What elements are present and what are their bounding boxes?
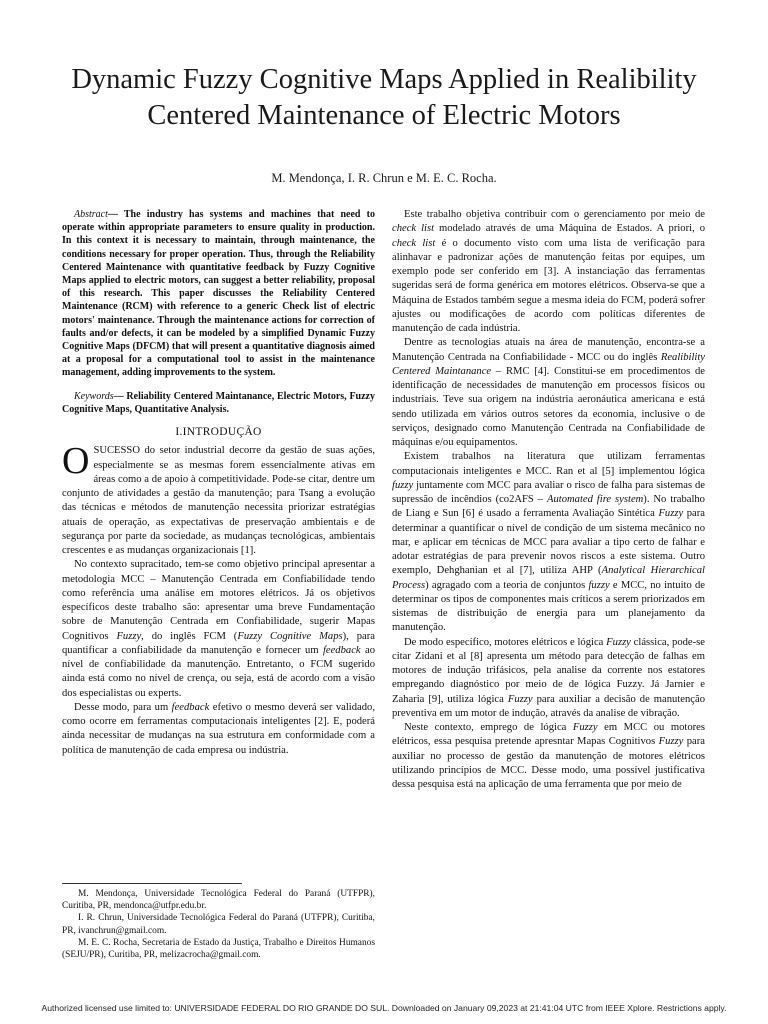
right-column — [392, 208, 705, 792]
left-column — [62, 208, 375, 758]
footnotes — [62, 888, 375, 961]
footnote-divider — [62, 883, 242, 884]
body-paragraph: Existem trabalhos na literatura que utilizam ferramentas computacionais inteligentes e MCC. Ran et al [5] implementou lógica fuzzy juntamente com MCC para avaliar o risco de falha para sistemas de supressão de incêndios (co2AFS – Automated fire system). No trabalho de Liang e Sun [6] é usado a ferramenta Avaliação Sintética Fuzzy para determinar a quantificar o nível de condição de um sistema mecânico no mar, e aplicar em técnicas de MCC para avaliar a tipo certo de falhar e adotar estratégias de para prevenir novos riscos a este sistema. Outro exemplo, Dehghanian et al [7], utiliza AHP (Analytical Hierarchical Process) agragado com a teoria de conjuntos fuzzy e MCC, no intuito de determinar os tipos de componentes mais críticos a serem priorizados em sistemas de distribuição de energia para um planejamento da manutenção. — [392, 451, 706, 634]
body-paragraph: De modo específico, motores elétricos e lógica Fuzzy clássica, pode-se citar Zidani et al [8] apresenta um método para detecção de falhas em motores de indução trifásicos, pela analise da corrente nos estatores empregando diagnóstico por meio de de lógica Fuzzy. Já Jarnier e Zaharia [9], utiliza lógica Fuzzy para auxiliar a decisão de manutenção preventiva em um motor de indução, através da analise de vibração. — [392, 636, 705, 719]
body-paragraph: Dentre as tecnologias atuais na área de manutenção, encontra-se a Manutenção Centrada na Confiabilidade - MCC ou do inglês Realibility Centered Maintanance – RMC [4]. Constitui-se em procedimentos de identificação de necessidades de manutenção em processos físicos ou industriais. Teve sua origem na indústria aeronáutica americana e está sendo utilizada em vários outros setores da economia, inclusive o de serviços, designado como Manutenção Centrada na Confiabilidade de máquinas e/ou equipamentos. — [392, 337, 705, 448]
footnote: M. E. C. Rocha, Secretaria de Estado da Justiça, Trabalho e Direitos Humanos (SEJU/PR), Curitiba, PR, melizacrocha@gmail.com. — [62, 937, 375, 961]
drop-cap: O — [62, 440, 90, 483]
keywords-text: — Reliability Centered Maintanance, Electric Motors, Fuzzy Cognitive Maps, Quantitative Analysis. — [62, 390, 375, 415]
abstract — [62, 208, 375, 380]
abstract-text: — The industry has systems and machines that need to operate within appropriate parameters to ensure quality in production. In this context it is necessary to maintain, through maintenance, the conditions necessary for proper operation. Thus, through the Reliability Centered Maintenance with quantitative feedback by Fuzzy Cognitive Maps applied to electric motors, can suggest a better reliability, proposal of this research. This paper discusses the Reliability Centered Maintenance (RCM) with reference to a generic Check list of electric motors' maintenance. Through the maintenance actions for correction of faults and/or defects, it can be modeled by a simplified Dynamic Fuzzy Cognitive Maps (DFCM) that will present a quantitative diagnosis aimed at a proposal for a computational tool to assist in the maintenance management, adding improvements to the system. — [62, 209, 375, 379]
paper-title: Dynamic Fuzzy Cognitive Maps Applied in Realibility Centered Maintenance of Electric Motors — [71, 64, 697, 131]
body-paragraph: Este trabalho objetiva contribuir com o gerenciamento por meio de check list modelado através de uma Máquina de Estados. A priori, o check list é o documento visto com uma lista de verificação para alinhavar e padronizar ações de manutenção feitas por equipes, um exemplo pode ser conferido em [3]. A instanciação das ferramentas sugeridas será de forma genérica em motores elétricos. Observa-se que a Máquina de Estados também segue a mesma ideia do FCM, poderá sofrer ajustes ou modificações de acordo com políticas diferentes de manutenção de cada indústria. — [392, 209, 705, 334]
intro-paragraph-3: Desse modo, para um feedback efetivo o mesmo deverá ser validado, como ocorre em ferramentas computacionais inteligentes [2]. E, poderá ainda necessitar de mudanças na sua estrutura em conformidade com a política de manutenção de cada empresa ou indústria. — [62, 701, 375, 756]
keywords-label: Keywords — [74, 390, 114, 402]
intro-paragraph-1: OSUCESSO do setor industrial decorre da gestão de suas ações, especialmente se as mesmas forem essencialmente ativas em áreas como a de apoio à competitividade. Pode-se citar, dentre um conjunto de atividades a gestão da manutenção; para Tsang a evolução das técnicas e métodos de manutenção necessita priorizar estratégias atuais de operação, as expectativas de preservação ambientais e de segurança por parte da sociedade, as mudanças tecnológicas, ambientais crescentes e as mudanças organizacionais [1]. — [62, 440, 375, 557]
footnote: M. Mendonça, Universidade Tecnológica Federal do Paraná (UTFPR), Curitiba, PR, mendonca@utfpr.edu.br. — [62, 889, 375, 912]
body-paragraph: Neste contexto, emprego de lógica Fuzzy em MCC ou motores elétricos, essa pesquisa pretende apresntar Mapas Cognitivos Fuzzy para auxiliar no processo de gestão da manutenção de motores elétricos utilizando princípios de MCC. Desse modo, uma possível justificativa dessa pesquisa está na aplicação de uma ferramenta que por meio de — [392, 722, 706, 790]
author-list: M. Mendonça, I. R. Chrun e M. E. C. Rocha. — [271, 171, 497, 185]
section-heading-introduction: I.INTRODUÇÃO — [175, 426, 262, 439]
keywords — [62, 390, 375, 416]
intro-paragraph-2: No contexto supracitado, tem-se como objetivo principal apresentar a metodologia MCC – Manutenção Centrada em Confiabilidade tendo como referência uma análise em motores elétricos. Já os objetivos específicos deste trabalho são: apresentar uma breve Fundamentação sobre de Manutenção Centrada em Confiabilidade, sugerir Mapas Cognitivos Fuzzy, do inglês FCM (Fuzzy Cognitive Maps), para quantificar a confiabilidade da manutenção e fornecer um feedback ao nível de confiabilidade da manutenção. Entretanto, o FCM sugerido ainda está como no nível de crença, ou seja, está de acordo com a visão dos especialistas ou experts. — [62, 559, 375, 699]
license-footer: Authorized licensed use limited to: UNIVERSIDADE FEDERAL DO RIO GRANDE DO SUL. Downloaded on January 09,2023 at 21:41:04 UTC from IEEE Xplore. Restrictions apply. — [41, 1003, 727, 1013]
footnote: I. R. Chrun, Universidade Tecnológica Federal do Paraná (UTFPR), Curitiba, PR, ivanchrun@gmail.com. — [62, 913, 375, 936]
abstract-label: Abstract — [74, 209, 108, 220]
